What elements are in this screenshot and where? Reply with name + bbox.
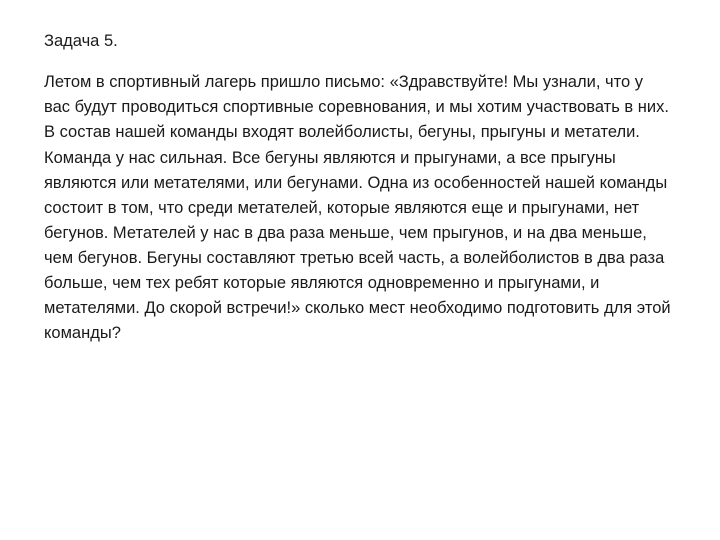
task-title: Задача 5. (44, 32, 118, 50)
task-body-text: Летом в спортивный лагерь пришло письмо: «Здравствуйте! Мы узнали, что у вас будут проводиться спортивные соревнования, и мы хотим участвовать в них. В состав нашей команды входят волейболисты, бегуны, прыгуны и метатели. Команда у нас сильная. Все бегуны являются и прыгунами, а все прыгуны являются или метателями, или бегунами. Одна из особенностей нашей команды состоит в том, что среди метателей, которые являются еще и прыгунами, нет бегунов. Метателей у нас в два раза меньше, чем прыгунов, и на два меньше, чем бегунов. Бегуны составляют третью всей часть, а волейболистов в два раза больше, чем тех ребят которые являются одновременно и прыгунами, и метателями. До скорой встречи!» сколько мест необходимо подготовить для этой команды? (44, 73, 671, 343)
